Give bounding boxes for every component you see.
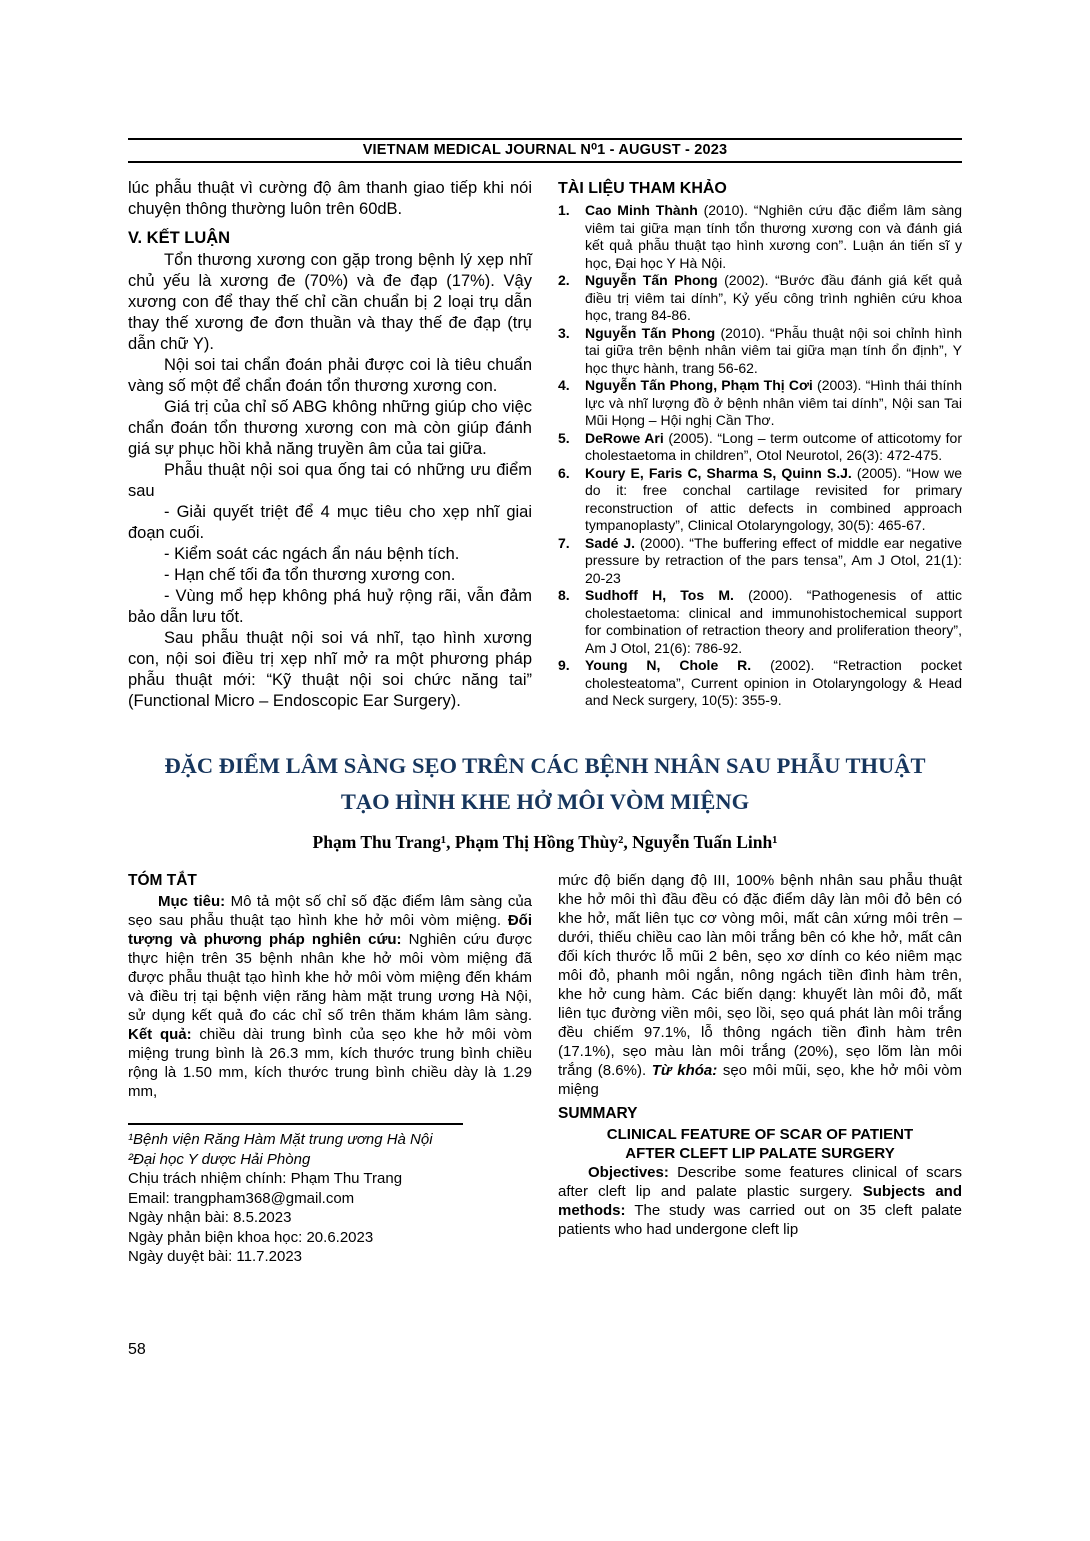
conclusion-paragraphs	[128, 250, 532, 502]
footnote-line: Ngày nhận bài: 8.5.2023	[128, 1209, 292, 1226]
page-number: 58	[128, 1341, 146, 1358]
affiliation-list	[128, 1130, 532, 1169]
tomtat-heading: TÓM TẮT	[128, 872, 197, 889]
reference-item	[558, 325, 962, 378]
reference-item	[558, 272, 962, 325]
reference-text: (2000). “Pathogenesis of attic cholestaetoma: clinical and immunohistochemical support for combination of retraction theory and proliferation theory”, Am J Otol, 21(6): 786-92.	[585, 587, 962, 656]
reference-text: (2002). “Retraction pocket cholesteatoma”, Current opinion in Otolaryngology & Head and Neck surgery, 10(5): 355-9.	[585, 657, 962, 708]
bullet-line: - Kiểm soát các ngách ẩn náu bệnh tích.	[164, 545, 460, 563]
reference-number: 9.	[558, 657, 570, 673]
reference-number: 8.	[558, 587, 570, 603]
reference-item	[558, 535, 962, 588]
reference-item	[558, 430, 962, 465]
conclusion-heading: V. KẾT LUẬN	[128, 229, 231, 247]
summary-subtitle-line: AFTER CLEFT LIP PALATE SURGERY	[625, 1145, 895, 1162]
reference-number: 3.	[558, 324, 570, 341]
reference-item	[558, 377, 962, 430]
summary-subtitle-line: CLINICAL FEATURE OF SCAR OF PATIENT	[606, 1126, 914, 1143]
footnote-line: Ngày phản biện khoa học: 20.6.2023	[128, 1228, 374, 1246]
article-title-line: TẠO HÌNH KHE HỞ MÔI VÒM MIỆNG	[340, 789, 750, 814]
reference-text: (2005). “Long – term outcome of atticotomy for cholestaetoma in children”, Otol Neurotol, 26(3): 472-475.	[585, 429, 962, 463]
bullet-line: - Vùng mổ hẹp không phá huỷ rộng rãi, vẫn đảm bảo dẫn lưu tốt.	[128, 587, 532, 626]
reference-item	[558, 465, 962, 535]
reference-text: (2000). “The buffering effect of middle ear negative pressure by retraction of the pars tensa”, Am J Otol, 21(1): 20-23	[585, 534, 963, 586]
references-column	[558, 178, 962, 712]
reference-item	[558, 587, 962, 657]
reference-text: (2010). “Phẫu thuật nội soi chỉnh hình tai giữa trên bệnh nhân viêm tai giữa mạn tính ổn định”, Y học thực hành, trang 56-62.	[585, 324, 962, 376]
conclusion-paragraph: Nội soi tai chẩn đoán phải được coi là tiêu chuẩn vàng số một để chẩn đoán tổn thương xương con.	[128, 356, 532, 395]
reference-authors: Young N, Chole R.	[585, 657, 752, 673]
reference-text: (2002). “Bước đầu đánh giá kết quả điều trị viêm tai dính”, Kỷ yếu công trình nghiên cứu khoa học, trang 84-86.	[585, 272, 962, 323]
article2-title-block	[128, 748, 962, 853]
reference-authors: DeRowe Ari	[585, 429, 664, 446]
reference-authors: Koury E, Faris C, Sharma S, Quinn S.J.	[585, 464, 852, 481]
footnote-line: Email: trangpham368@gmail.com	[128, 1189, 355, 1207]
summary-paragraph: Objectives: Describe some features clinical of scars after cleft lip and palate plastic surgery. Subjects and methods: The study was carried out on 35 cleft palate patients who had undergone cleft lip	[558, 1164, 962, 1238]
abstract-right-column	[558, 871, 962, 1267]
footnote-block	[128, 1123, 532, 1267]
reference-number: 6.	[558, 464, 570, 481]
references-heading: TÀI LIỆU THAM KHẢO	[558, 180, 727, 197]
conclusion-paragraph: Tổn thương xương con gặp trong bệnh lý xẹp nhĩ chủ yếu là xương đe (70%) và đe đạp (17%). Vậy xương con để thay thế chỉ cần chuẩn bị 2 loại trụ dẫn thay thế xương đe đơn thuần và thay thế đe đạp (trụ dẫn chữ Y).	[128, 251, 532, 353]
reference-text: (2010). “Nghiên cứu đặc điểm lâm sàng viêm tai giữa mạn tính tổn thương xương con và đánh giá kết quả phẫu thuật tạo hình xương con”. Luận án tiến sĩ y học, Đại học Y Hà Nội.	[585, 202, 962, 271]
reference-item	[558, 202, 962, 272]
conclusion-bullets	[128, 502, 532, 628]
closing-paragraph: Sau phẫu thuật nội soi vá nhĩ, tạo hình xương con, nội soi điều trị xẹp nhĩ mở ra một phương pháp phẫu thuật mới: “Kỹ thuật nội soi chức năng tai” (Functional Micro – Endoscopic Ear Surgery).	[128, 629, 532, 710]
affiliation-line: ¹Bệnh viện Răng Hàm Mặt trung ương Hà Nội	[128, 1131, 433, 1148]
abstract-continuation-paragraph: mức độ biến dạng độ III, 100% bệnh nhân sau phẫu thuật khe hở môi thì đầu đều có đặc điểm dây làn môi đỏ bên có khe hở, mất liên tục cơ vòng môi, mất cân xứng môi trên – dưới, thiếu chiều cao làn môi trắng bên có khe hở, mất cân đối kích thước lỗ mũi 2 bên, sẹo xơ dính co kéo niêm mạc môi đỏ, phanh môi ngắn, nông ngách tiền đình hàm trên, khe hở cung hàm. Các biến dạng: khuyết làn môi đỏ, mất liên tục đường viền môi, sẹo lồi, sẹo quá phát làn môi trắng đều chiếm 97.1%, lỗ thông ngách tiền đình hàm trên (17.1%), sẹo màu làn môi trắng (20%), sẹo lõm làn môi trắng (8.6%). Từ khóa: sẹo môi mũi, sẹo, khe hở môi vòm miệng	[558, 872, 962, 1098]
article2-abstract-section	[128, 871, 962, 1267]
reference-text: (2003). “Hình thái thính lực và nhĩ lượng đồ ở bệnh nhân viêm tai dính”, Nội san Tai Mũi Họng – Hội nghị Cần Thơ.	[585, 377, 962, 428]
reference-authors: Nguyễn Tấn Phong	[585, 272, 718, 288]
article1-left-column	[128, 178, 532, 712]
reference-list	[558, 202, 962, 710]
summary-subtitle	[558, 1125, 962, 1163]
article-title-line: ĐẶC ĐIỂM LÂM SÀNG SẸO TRÊN CÁC BỆNH NHÂN SAU PHẪU THUẬT	[164, 753, 926, 778]
journal-title: VIETNAM MEDICAL JOURNAL N⁰1 - AUGUST - 2023	[362, 142, 728, 158]
authors-line: Phạm Thu Trang¹, Phạm Thị Hồng Thùy², Nguyễn Tuấn Linh¹	[312, 832, 778, 852]
conclusion-paragraph: Giá trị của chỉ số ABG không những giúp cho việc chẩn đoán tổn thương xương con mà còn giúp đánh giá sự phục hồi khả năng truyền âm của tai giữa.	[128, 398, 532, 458]
footnote-lines	[128, 1169, 532, 1267]
reference-number: 7.	[558, 534, 570, 551]
abstract-left-column	[128, 871, 532, 1267]
reference-authors: Nguyễn Tấn Phong	[585, 324, 716, 341]
reference-number: 4.	[558, 377, 570, 393]
summary-heading: SUMMARY	[558, 1105, 638, 1122]
reference-authors: Nguyễn Tấn Phong, Phạm Thị Cơi	[585, 377, 813, 393]
affiliation-line: ²Đại học Y dược Hải Phòng	[128, 1150, 311, 1168]
reference-text: (2005). “How we do it: free conchal cartilage revisited for primary reconstruction of attic defects in combined approach tympanoplasty”, Clinical Otolaryngology, 30(5): 465-67.	[585, 464, 962, 533]
journal-header	[128, 138, 962, 163]
footnote-line: Chịu trách nhiệm chính: Phạm Thu Trang	[128, 1170, 403, 1187]
continuation-paragraph: lúc phẫu thuật vì cường độ âm thanh giao tiếp khi nói chuyện thông thường luôn trên 60dB.	[128, 179, 532, 218]
footnote-line: Ngày duyệt bài: 11.7.2023	[128, 1248, 303, 1265]
conclusion-paragraph: Phẫu thuật nội soi qua ống tai có những ưu điểm sau	[128, 461, 532, 500]
abstract-paragraph: Mục tiêu: Mô tả một số chỉ số đặc điểm lâm sàng của sẹo sau phẫu thuật tạo hình khe hở môi vòm miệng. Đối tượng và phương pháp nghiên cứu: Nghiên cứu được thực hiện trên 35 bệnh nhân khe hở môi vòm miệng đã được phẫu thuật tạo hình khe hở môi vòm miệng đến khám và điều trị tại bệnh viện răng hàm mặt trung ương Hà Nội, sử dụng kết quả đo các chỉ số trên thăm khám lâm sàng. Kết quả: chiều dài trung bình của sẹo khe hở môi vòm miệng trung bình là 26.3 mm, kích thước trung bình chiều rộng là 1.50 mm, kích thước trung bình chiều dày là 1.29 mm,	[128, 893, 533, 1100]
footnote-rule	[128, 1123, 463, 1125]
reference-item	[558, 657, 962, 710]
article-title	[128, 748, 962, 820]
reference-authors: Sadé J.	[585, 534, 636, 551]
reference-number: 2.	[558, 272, 570, 288]
article1-section	[128, 178, 962, 712]
bullet-line: - Hạn chế tối đa tổn thương xương con.	[164, 566, 456, 584]
reference-authors: Sudhoff H, Tos M.	[585, 587, 734, 603]
bullet-line: - Giải quyết triệt để 4 mục tiêu cho xẹp nhĩ giai đoạn cuối.	[128, 503, 532, 542]
reference-authors: Cao Minh Thành	[585, 202, 698, 218]
reference-number: 5.	[558, 429, 570, 446]
reference-number: 1.	[558, 202, 570, 218]
